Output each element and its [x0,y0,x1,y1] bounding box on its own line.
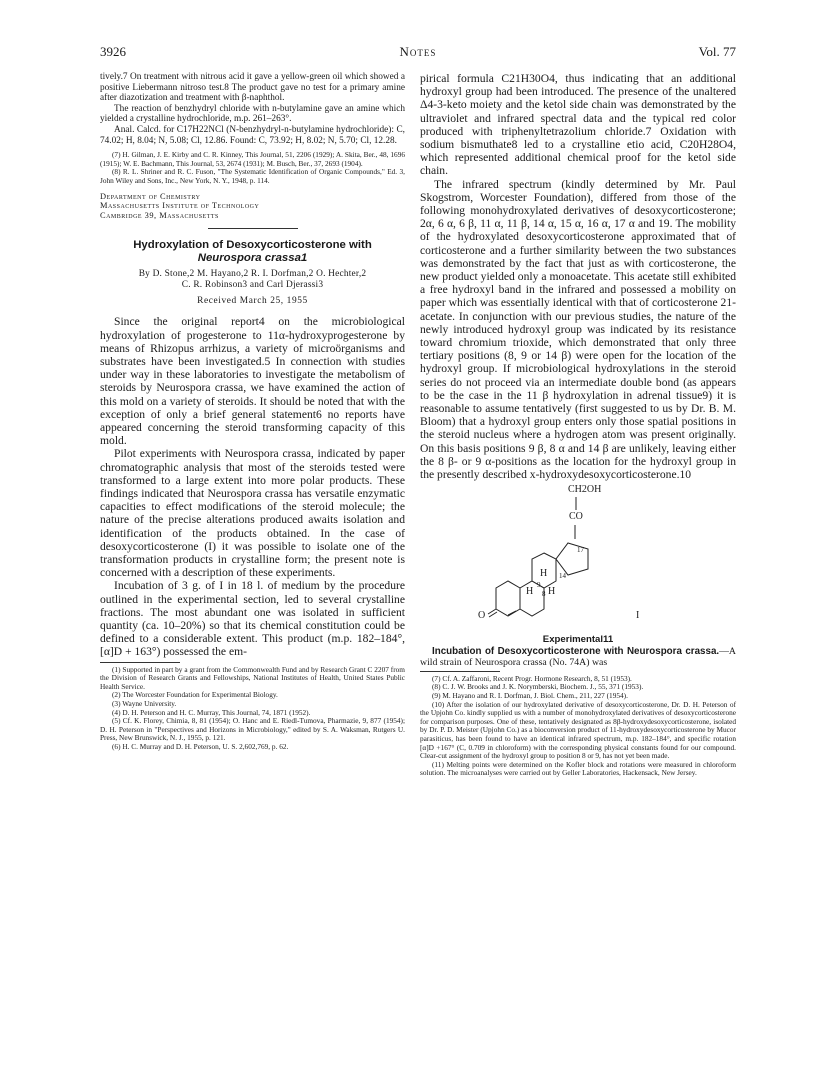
steroid-skeleton [420,483,736,633]
label-position-17: 17 [577,546,584,555]
footnotes-right [420,675,736,778]
experimental-subheading: Incubation of Desoxycorticosterone with Neurospora crassa. [432,645,720,657]
footnotes-article [100,666,405,752]
authors-line2: C. R. Robinson3 and Carl Djerassi3 [181,280,324,291]
affiliation-block [100,192,405,221]
paragraph-reaction: The reaction of benzhydryl chloride with n-butylamine gave an amine which yielded a crystalline hydrochloride, m.p. 261–263°. [100,103,405,125]
structure-diagram [420,483,736,633]
article-title-line2: Neurospora crassa1 [197,252,308,265]
label-oxygen: O [478,610,486,622]
article-title-line1: Hydroxylation of Desoxycorticosterone with [133,239,372,252]
label-position-14: 14 [559,572,566,581]
label-h-9: H [540,568,548,580]
previous-article-end: tively.7 On treatment with nitrous acid it gave a yellow-green oil which showed a positive Liebermann nitroso test.8 The product gave no test for a primary amine after diazotization and treatment with β-naphthol. [100,72,405,104]
footnote-4: (4) D. H. Peterson and H. C. Murray, This Journal, 74, 1871 (1952). [112,707,311,717]
left-column [100,72,405,752]
section-title: Notes [399,44,437,59]
label-h-8: H [526,586,534,598]
footnote-1: (1) Supported in part by a grant from the Commonwealth Fund and by Research Grant C 2207 from the Division of Research Grants and Fellowships, National Institutes of Health, United States Public Health Service. [100,664,405,691]
footnote-3: (3) Wayne University. [112,698,177,708]
received-date: Received March 25, 1955 [197,296,308,307]
footnote-9: (9) M. Hayano and R. I. Dorfman, J. Biol. Chem., 211, 227 (1954). [432,691,628,701]
article-title [100,239,405,265]
compound-number: I [636,610,640,622]
affiliation-dept: Department of Chemistry [100,191,201,201]
footnote-10: (10) After the isolation of our hydroxylated derivative of desoxycorticosterone, Dr. D. H. Peterson of the Upjohn Co. kindly supplied us with a number of monohydroxylated derivatives of desoxycorticosterone for comparison purposes. One of these, tentatively designated as 8β-hydroxydesoxycorticosterone, isolated by Dr. P. D. Meister (Upjohn Co.) as a bioconversion product of 11-hydroxydesoxycorticosterone by Mucor parasiticus, has been found to have an identical infrared spectrum, m.p. 182–184°, and specific rotation [α]D +167° (C, 0.709 in chloroform) with the corresponding physical constants found for our compound. Clear-cut assignment of the hydroxyl group to position 8 or 9, has not yet been made. [420,699,736,761]
label-position-8: 8 [542,590,546,599]
section-divider [208,228,298,229]
body-paragraph-3: Incubation of 3 g. of I in 18 l. of medium by the procedure outlined in the experimental section, led to several crystalline fractions. The most abundant one was isolated in sufficient quantity (ca. 10–20%) so that its chemical constitution could be defined to a considerable extent. This product (m.p. 182–184°, [α]D + 163°) possessed the em- [100,579,405,659]
footnote-11: (11) Melting points were determined on the Kofler block and rotations were measured in chloroform solution. The microanalyses were carried out by Geller Laboratories, Hackensack, New Jersey. [420,759,736,778]
footnote-2: (2) The Worcester Foundation for Experimental Biology. [112,690,278,700]
affiliation-institute: Massachusetts Institute of Technology [100,201,260,211]
experimental-text: —A wild strain of Neurospora crassa (No. 74A) was [420,645,736,668]
affiliation-city: Cambridge 39, Massachusetts [100,210,219,220]
footnote-8: (8) R. L. Shriner and R. C. Fuson, "The Systematic Identification of Organic Compounds," Ed. 3, John Wiley and Sons, Inc., New York, N. Y., 1948, p. 114. [100,167,405,185]
right-column [420,72,736,778]
footnotes-previous [100,151,405,185]
footnote-rule [100,662,180,663]
paragraph-analysis: Anal. Calcd. for C17H22NCl (N-benzhydryl-n-butylamine hydrochloride): C, 74.02; H, 8.04; N, 5.08; Cl, 12.86. Found: C, 73.92; H, 8.02; N, 5.70; Cl, 12.28. [100,124,405,146]
footnote-rule-right [420,671,500,672]
body-paragraph-2: Pilot experiments with Neurospora crassa, indicated by paper chromatographic analysis that most of the steroids tested were transformed to a large extent into more polar products. These findings indicated that Neurospora crassa has versatile enzymatic capacities to effect modifications of the steroid molecule; the nature of the precise alterations produced awaits isolation and identification of the products obtained. In the case of desoxycorticosterone (I) it was possible to isolate one of the transformation products in crystalline form; the present note is concerned with a description of these experiments. [100,447,405,580]
experimental-heading: Experimental11 [542,634,614,646]
footnote-8b: (8) C. J. W. Brooks and J. K. Norymberski, Biochem. J., 55, 371 (1953). [432,682,644,692]
label-co: CO [569,511,583,523]
label-ch2oh: CH2OH [568,484,602,496]
label-position-9: 9 [537,581,541,590]
running-header [100,44,736,60]
footnote-7: (7) H. Gilman, J. E. Kirby and C. R. Kinney, This Journal, 51, 2206 (1929); A. Skita, Ber., 48, 1696 (1915); W. E. Bachmann, This Journal, 53, 2674 (1931); M. Busch, Ber., 37, 2693 (1904). [100,150,405,168]
page-number: 3926 [100,44,126,59]
body-paragraph-1: Since the original report4 on the microbiological hydroxylation of progesterone to 11α-hydroxyprogesterone by means of Rhizopus arrhizus, a variety of microörganisms and substrates have been investigated.5 In connection with studies under way in these laboratories to investigate the metabolism of steroids by Neurospora crassa, we have examined the action of this mold on a variety of steroids. It should be noted that with the exception of only a brief general statement6 no reports have appeared concerning the steroid transforming capacity of this mold. [100,315,405,448]
footnote-7b: (7) Cf. A. Zaffaroni, Recent Progr. Hormone Research, 8, 51 (1953). [432,673,632,683]
volume-number: Vol. 77 [698,44,736,59]
authors [100,269,405,291]
experimental-paragraph [420,646,736,668]
body-paragraph-5: The infrared spectrum (kindly determined by Mr. Paul Skogstrom, Worcester Foundation), differed from those of the following monohydroxylated derivatives of desoxycorticosterone; 2α, 6 α, 6 β, 11 α, 11 β, 14 α, 15 α, 16 α, 17 α and 19. The mobility of the hydroxylated desoxycorticosterone approximated that of corticosterone and a further similarity between the two substances was demonstrated by the fact that just as with corticosterone, the new product yielded only a monoacetate. This acetate still exhibited a free hydroxyl band in the infrared and possessed a mobility on paper which was essentially identical with that of corticosterone 21-acetate. In conjunction with our previous studies, the nature of the newly introduced hydroxyl group was indicated by its resistance toward chromium trioxide, which demonstrated that only three tertiary positions (8, 9 or 14 β) were open for the location of the hydroxyl group. If microbiological hydroxylations in the steroid series do not proceed via an intermediate double bond (as appears to be the case in the 11 β hydroxylation in adrenal tissue9) it is reasonable to assume tentatively (first suggested to us by Dr. B. M. Bloom) that a hydroxyl group enters only those spatial positions in the steroid nucleus where a hydrogen atom was present originally. On this basis positions 9 β, 8 α and 14 β are unlikely, leaving either the 8 β- or 9 α-positions as the location for the hydroxyl group in the presently described x-hydroxydesoxycorticosterone.10 [420,177,736,482]
authors-line1: By D. Stone,2 M. Hayano,2 R. I. Dorfman,2 O. Hechter,2 [138,269,367,280]
label-h-14: H [548,586,556,598]
footnote-5: (5) Cf. K. Florey, Chimia, 8, 81 (1954); O. Hanc and E. Riedl-Tumova, Pharmazie, 9, 877 (1954); D. H. Peterson in "Perspectives and Horizons in Microbiology," edited by S. A. Waksman, Rutgers U. Press, New Brunswick, N. J., 1955, p. 121. [100,716,405,743]
footnote-6: (6) H. C. Murray and D. H. Peterson, U. S. 2,602,769, p. 62. [112,741,289,751]
body-paragraph-4: pirical formula C21H30O4, thus indicating that an additional hydroxyl group had been introduced. The presence of the unaltered Δ4-3-keto moiety and the ketol side chain was demonstrated by the ultraviolet and infrared spectral data and the typical red color produced with triphenyltetrazolium chloride.7 Oxidation with sodium bismuthate8 led to a crystalline etio acid, C20H28O4, which represented additional chemical proof for the ketol side chain. [420,72,736,178]
